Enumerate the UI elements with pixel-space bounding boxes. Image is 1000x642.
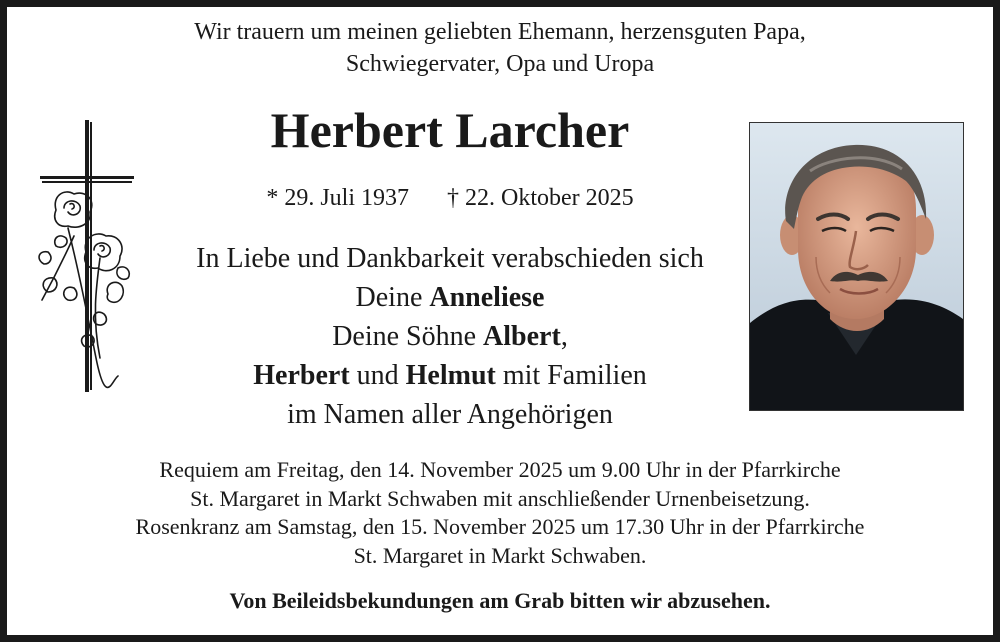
mourners-line-2: [150, 278, 750, 317]
life-dates: [150, 182, 750, 214]
mourner-comma: ,: [560, 321, 568, 352]
mourners-line-5: im Namen aller Angehörigen: [287, 399, 613, 430]
condolence-note: Von Beileidsbekundungen am Grab bitten wir abzusehen.: [229, 588, 771, 613]
mourners-block: [150, 239, 750, 434]
mourner-name-helmut: Helmut: [405, 360, 496, 391]
death-date: † 22. Oktober 2025: [447, 185, 634, 211]
mourner-name-herbert: Herbert: [253, 360, 350, 391]
deceased-name: Herbert Larcher: [270, 102, 630, 158]
cross-with-roses-icon: [34, 118, 140, 394]
mourner-name-albert: Albert: [483, 321, 561, 352]
service-line-1: Requiem am Freitag, den 14. November 2025 um 9.00 Uhr in der Pfarrkirche: [159, 457, 841, 482]
mourner-prefix: Deine: [355, 282, 423, 313]
mourner-conjunction: und: [356, 360, 399, 391]
mourners-line-3: [150, 317, 750, 356]
service-line-4: St. Margaret in Markt Schwaben.: [353, 542, 647, 568]
mourner-suffix: mit Familien: [502, 360, 647, 391]
mourners-line-4: [150, 356, 750, 395]
service-info: [0, 456, 1000, 570]
portrait-photo: [749, 122, 964, 411]
birth-date: * 29. Juli 1937: [266, 185, 410, 211]
intro-text: [0, 16, 1000, 80]
intro-line-1: Wir trauern um meinen geliebten Ehemann, herzensguten Papa,: [194, 19, 806, 45]
service-line-3: Rosenkranz am Samstag, den 15. November 2025 um 17.30 Uhr in der Pfarrkirche: [135, 514, 865, 539]
mourners-line-1: In Liebe und Dankbarkeit verabschieden sich: [196, 243, 704, 274]
intro-line-2: Schwiegervater, Opa und Uropa: [345, 51, 655, 77]
mourner-prefix: Deine Söhne: [332, 321, 477, 352]
mourner-name-anneliese: Anneliese: [429, 282, 545, 313]
service-line-2: St. Margaret in Markt Schwaben mit anschließender Urnenbeisetzung.: [190, 485, 810, 511]
